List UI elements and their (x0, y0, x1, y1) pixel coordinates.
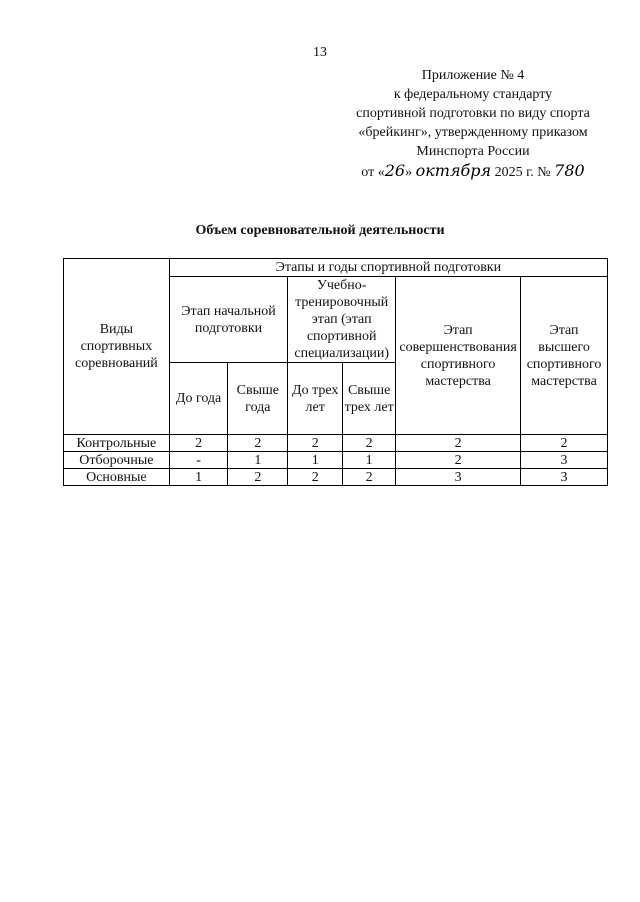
table-row (64, 435, 608, 452)
stage-training: Учебно-тренировочный этап (этап спортивной специализации) (288, 277, 396, 363)
sub-header-up-to-three: До трех лет (288, 363, 343, 435)
date-year: 2025 г. № (494, 165, 551, 180)
table-cell: 2 (288, 469, 343, 486)
competition-volume-table (63, 258, 608, 486)
row-label: Контрольные (64, 435, 170, 452)
table-cell: 2 (396, 435, 521, 452)
table-row (64, 452, 608, 469)
stage-initial: Этап начальной подготовки (169, 277, 287, 363)
table-cell: 2 (288, 435, 343, 452)
table-cell: 2 (169, 435, 228, 452)
annex-line-4: «брейкинг», утвержденному приказом (358, 125, 588, 140)
table-cell: 2 (343, 469, 396, 486)
stage-improvement: Этап совершенствования спортивного мастерства (396, 277, 521, 435)
annex-line-3: спортивной подготовки по виду спорта (356, 106, 590, 121)
corner-header: Виды спортивных соревнований (64, 259, 170, 435)
annex-header (338, 66, 608, 182)
document-title: Объем соревновательной деятельности (195, 223, 445, 238)
ministry-country: России (487, 144, 530, 159)
table-cell: 2 (228, 435, 288, 452)
page-number: 13 (313, 45, 327, 60)
order-number: 780 (554, 161, 585, 180)
table-cell: 1 (169, 469, 228, 486)
ministry-name: Минспорта (416, 144, 484, 159)
sub-header-up-to-year: До года (169, 363, 228, 435)
group-header: Этапы и годы спортивной подготовки (169, 259, 607, 277)
date-mid: » (405, 165, 413, 180)
stage-higher-mastery: Этап высшего спортивного мастерства (521, 277, 608, 435)
table-cell: 2 (228, 469, 288, 486)
table-cell: 2 (521, 435, 608, 452)
date-day: 26 (384, 161, 406, 180)
table-cell: 3 (521, 469, 608, 486)
annex-line-2: к федеральному стандарту (393, 87, 553, 102)
date-prefix: от « (361, 165, 385, 180)
date-month: октября (415, 161, 492, 180)
table-cell: 3 (521, 452, 608, 469)
table-cell: 1 (288, 452, 343, 469)
table-header-row (64, 259, 608, 277)
table-cell: 1 (228, 452, 288, 469)
row-label: Основные (64, 469, 170, 486)
table-cell: 3 (396, 469, 521, 486)
annex-title: Приложение № 4 (421, 68, 525, 83)
table-cell: 2 (396, 452, 521, 469)
annex-line-5 (338, 142, 608, 161)
table-cell: 1 (343, 452, 396, 469)
sub-header-over-three: Свыше трех лет (343, 363, 396, 435)
order-date-line (338, 161, 608, 182)
table-cell: 2 (343, 435, 396, 452)
table-cell: - (169, 452, 228, 469)
row-label: Отборочные (64, 452, 170, 469)
table-row (64, 469, 608, 486)
sub-header-over-year: Свыше года (228, 363, 288, 435)
